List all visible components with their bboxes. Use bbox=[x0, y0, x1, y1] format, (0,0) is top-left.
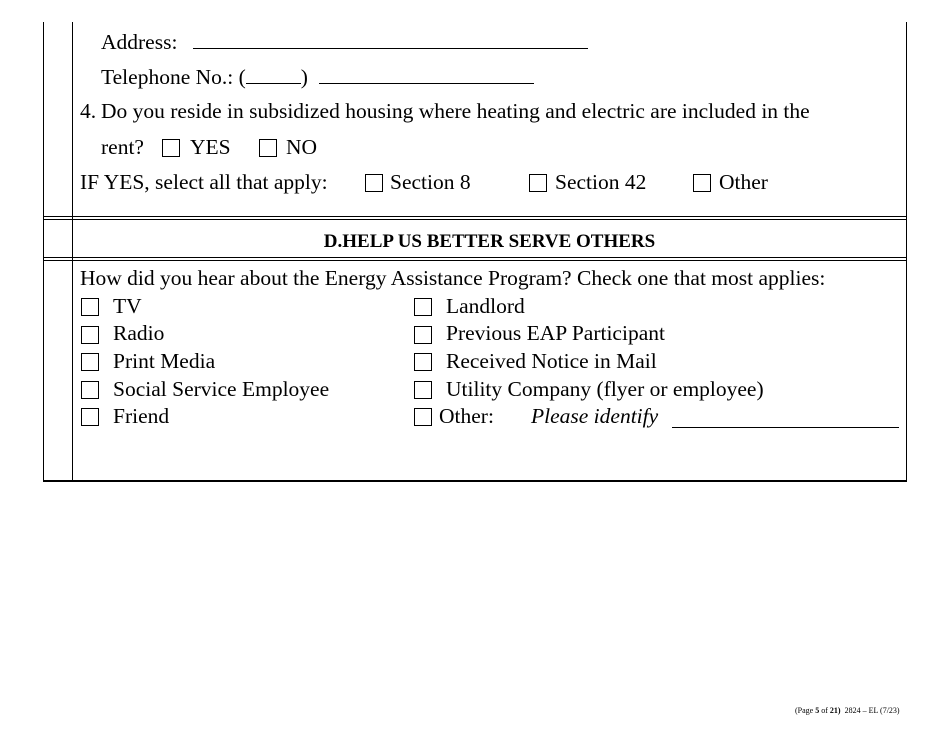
friend-checkbox[interactable] bbox=[81, 408, 99, 426]
page-number: 5 bbox=[815, 706, 820, 715]
telephone-label: Telephone No.: ( bbox=[101, 65, 246, 89]
section-8-checkbox[interactable] bbox=[365, 174, 383, 192]
section-42-label: Section 42 bbox=[555, 170, 647, 194]
form-id: 2824 – EL (7/23) bbox=[844, 706, 900, 715]
table-left-border bbox=[43, 22, 44, 481]
yes-label: YES bbox=[190, 135, 231, 159]
table-bottom-border bbox=[43, 480, 907, 482]
yes-checkbox[interactable] bbox=[162, 139, 180, 157]
telephone-row bbox=[101, 65, 534, 89]
no-checkbox[interactable] bbox=[259, 139, 277, 157]
if-yes-label: IF YES, select all that apply: bbox=[80, 170, 328, 194]
section-divider-bottom bbox=[43, 257, 907, 258]
table-right-border bbox=[906, 22, 907, 481]
notice-mail-checkbox[interactable] bbox=[414, 353, 432, 371]
telephone-field[interactable] bbox=[319, 65, 534, 84]
section-divider-top bbox=[43, 216, 907, 217]
section-divider-top-double bbox=[43, 219, 907, 220]
please-identify-field[interactable] bbox=[672, 409, 899, 428]
radio-checkbox[interactable] bbox=[81, 326, 99, 344]
utility-company-checkbox[interactable] bbox=[414, 381, 432, 399]
other-housing-label: Other bbox=[719, 170, 768, 194]
previous-eap-label: Previous EAP Participant bbox=[446, 321, 665, 345]
page-footer bbox=[795, 706, 900, 715]
previous-eap-checkbox[interactable] bbox=[414, 326, 432, 344]
section-divider-bottom-double bbox=[43, 260, 907, 261]
tv-checkbox[interactable] bbox=[81, 298, 99, 316]
referral-question: How did you hear about the Energy Assistance Program? Check one that most applies: bbox=[80, 266, 826, 290]
landlord-checkbox[interactable] bbox=[414, 298, 432, 316]
please-identify-hint: Please identify bbox=[531, 404, 659, 428]
other-housing-checkbox[interactable] bbox=[693, 174, 711, 192]
radio-label: Radio bbox=[113, 321, 165, 345]
telephone-paren-close: ) bbox=[300, 65, 308, 89]
utility-company-label: Utility Company (flyer or employee) bbox=[446, 377, 764, 401]
other-source-checkbox[interactable] bbox=[414, 408, 432, 426]
address-label: Address: bbox=[101, 30, 178, 54]
q4-number: 4. bbox=[80, 99, 97, 123]
address-field[interactable] bbox=[193, 30, 588, 49]
friend-label: Friend bbox=[113, 404, 170, 428]
page-of: of bbox=[821, 706, 828, 715]
page-prefix: (Page bbox=[795, 706, 814, 715]
page-total: 21) bbox=[829, 706, 841, 715]
q4-rent-label: rent? bbox=[101, 135, 144, 159]
social-service-checkbox[interactable] bbox=[81, 381, 99, 399]
print-media-label: Print Media bbox=[113, 349, 216, 373]
landlord-label: Landlord bbox=[446, 294, 525, 318]
notice-mail-label: Received Notice in Mail bbox=[446, 349, 657, 373]
print-media-checkbox[interactable] bbox=[81, 353, 99, 371]
section-42-checkbox[interactable] bbox=[529, 174, 547, 192]
no-label: NO bbox=[286, 135, 318, 159]
section-d-heading: D.HELP US BETTER SERVE OTHERS bbox=[323, 231, 656, 252]
tv-label: TV bbox=[113, 294, 142, 318]
address-row bbox=[101, 30, 588, 54]
area-code-field[interactable] bbox=[246, 65, 301, 84]
other-source-label: Other: bbox=[439, 404, 494, 428]
section-8-label: Section 8 bbox=[390, 170, 471, 194]
social-service-label: Social Service Employee bbox=[113, 377, 330, 401]
q4-text: Do you reside in subsidized housing where heating and electric are included in the bbox=[101, 99, 810, 123]
